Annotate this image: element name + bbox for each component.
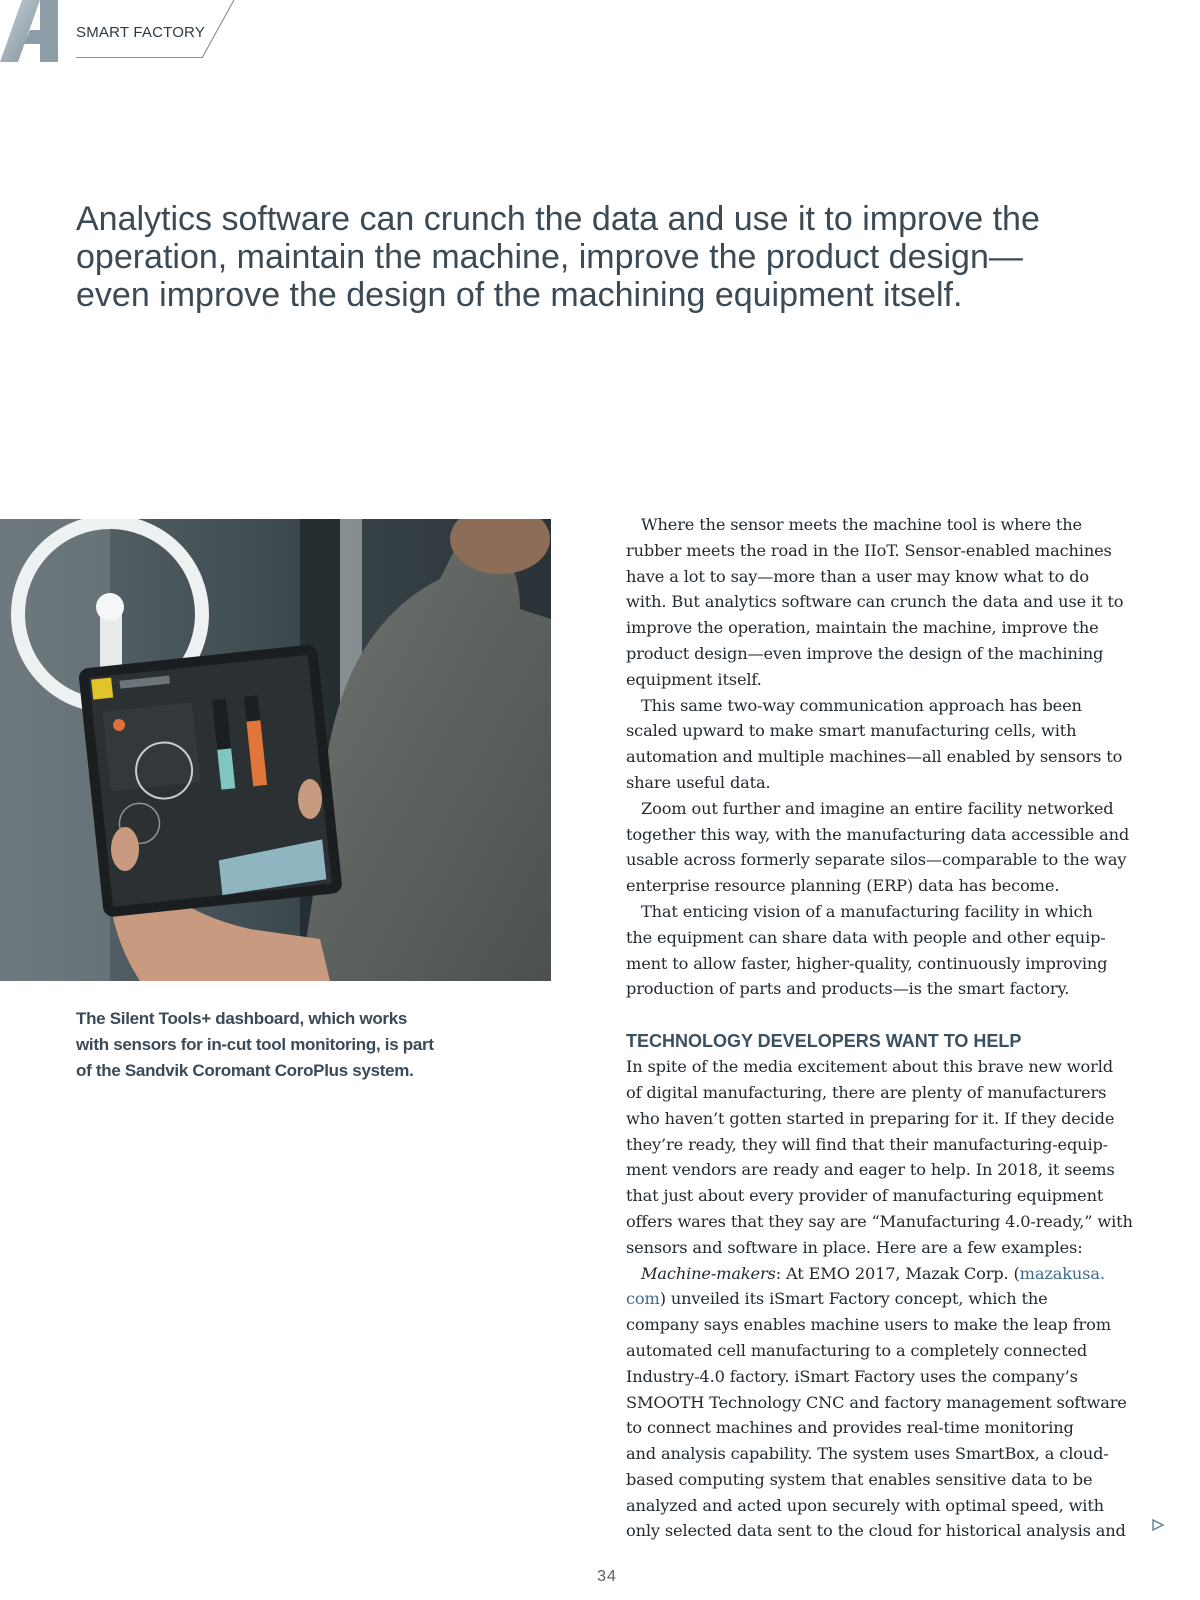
lead-text: : At EMO 2017, Mazak Corp. ( (775, 1263, 1020, 1283)
text-line: to connect machines and provides real-time monitoring (626, 1418, 1074, 1438)
text-line: company says enables machine users to make the leap from (626, 1315, 1111, 1335)
paragraph-2 (626, 693, 1141, 796)
text-line (626, 1286, 1141, 1312)
text-line: of digital manufacturing, there are plenty of manufacturers (626, 1082, 1107, 1102)
text-line: sensors and software in place. Here are a few examples: (626, 1237, 1083, 1257)
text-line: based computing system that enables sensitive data to be (626, 1469, 1093, 1489)
text-line: the equipment can share data with people and other equip- (626, 927, 1106, 947)
text-line: ment to allow faster, higher-quality, continuously improving (626, 953, 1108, 973)
paragraph-4 (626, 899, 1141, 1002)
section-subhead: TECHNOLOGY DEVELOPERS WANT TO HELP (626, 1031, 1022, 1052)
text-line: together this way, with the manufacturing data accessible and (626, 824, 1130, 844)
text-line: scaled upward to make smart manufacturing cells, with (626, 721, 1077, 741)
text-line: This same two-way communication approach has been (641, 695, 1082, 715)
text-line: that just about every provider of manufacturing equipment (626, 1186, 1104, 1206)
after-link-text: ) unveiled its iSmart Factory concept, which the (659, 1289, 1048, 1309)
page-number: 34 (597, 1568, 617, 1585)
text-line: In spite of the media excitement about this brave new world (626, 1057, 1113, 1077)
text-line: Industry-4.0 factory. iSmart Factory uses the company’s (626, 1366, 1078, 1386)
letter-a-logo-icon (0, 0, 60, 62)
next-page-arrow-icon[interactable] (1151, 1518, 1165, 1532)
text-line: improve the operation, maintain the machine, improve the (626, 618, 1099, 638)
text-line: only selected data sent to the cloud for historical analysis and (626, 1521, 1126, 1541)
text-line: offers wares that they say are “Manufacturing 4.0-ready,” with (626, 1211, 1133, 1231)
text-line: automated cell manufacturing to a completely connected (626, 1340, 1088, 1360)
text-line: usable across formerly separate silos—comparable to the way (626, 850, 1127, 870)
text-line: ment vendors are ready and eager to help. In 2018, it seems (626, 1160, 1115, 1180)
text-line: enterprise resource planning (ERP) data has become. (626, 876, 1060, 896)
text-line (626, 1261, 1141, 1287)
text-line: equipment itself. (626, 669, 762, 689)
text-line: they’re ready, they will find that their manufacturing-equip- (626, 1134, 1109, 1154)
tablet-dashboard-photo (0, 519, 551, 981)
text-line: Zoom out further and imagine an entire facility networked (641, 798, 1114, 818)
header-slash-divider (196, 0, 236, 60)
mazakusa-link[interactable]: mazakusa. (1019, 1263, 1105, 1283)
text-line: SMOOTH Technology CNC and factory management software (626, 1392, 1127, 1412)
italic-lead: Machine-makers (641, 1263, 776, 1283)
text-line: and analysis capability. The system uses SmartBox, a cloud- (626, 1444, 1109, 1464)
text-line: analyzed and acted upon securely with optimal speed, with (626, 1495, 1104, 1515)
article-body (626, 512, 1141, 1544)
photo-caption: The Silent Tools+ dashboard, which works with sensors for in-cut tool monitoring, is part of the Sandvik Coromant CoroPlus system. (76, 1009, 434, 1080)
text-line: That enticing vision of a manufacturing facility in which (641, 901, 1093, 921)
text-line: rubber meets the road in the IIoT. Sensor-enabled machines (626, 540, 1112, 560)
pull-quote: Analytics software can crunch the data and use it to improve the operation, maintain the machine, improve the product design—even improve the design of the machining equipment itself. (76, 200, 1040, 314)
text-line: who haven’t gotten started in preparing for it. If they decide (626, 1108, 1115, 1128)
text-line: share useful data. (626, 772, 771, 792)
text-line: production of parts and products—is the smart factory. (626, 979, 1070, 999)
text-line: with. But analytics software can crunch the data and use it to (626, 592, 1124, 612)
paragraph-6 (626, 1261, 1141, 1545)
text-line: automation and multiple machines—all enabled by sensors to (626, 747, 1123, 767)
paragraph-3 (626, 796, 1141, 899)
text-line: product design—even improve the design of the machining (626, 643, 1104, 663)
section-label: SMART FACTORY (76, 24, 206, 41)
header-rule (76, 57, 202, 58)
paragraph-1 (626, 512, 1141, 693)
mazakusa-link-continued[interactable]: com (626, 1289, 660, 1309)
text-line: Where the sensor meets the machine tool is where the (641, 515, 1082, 534)
text-line: have a lot to say—more than a user may know what to do (626, 566, 1089, 586)
paragraph-5 (626, 1054, 1141, 1260)
